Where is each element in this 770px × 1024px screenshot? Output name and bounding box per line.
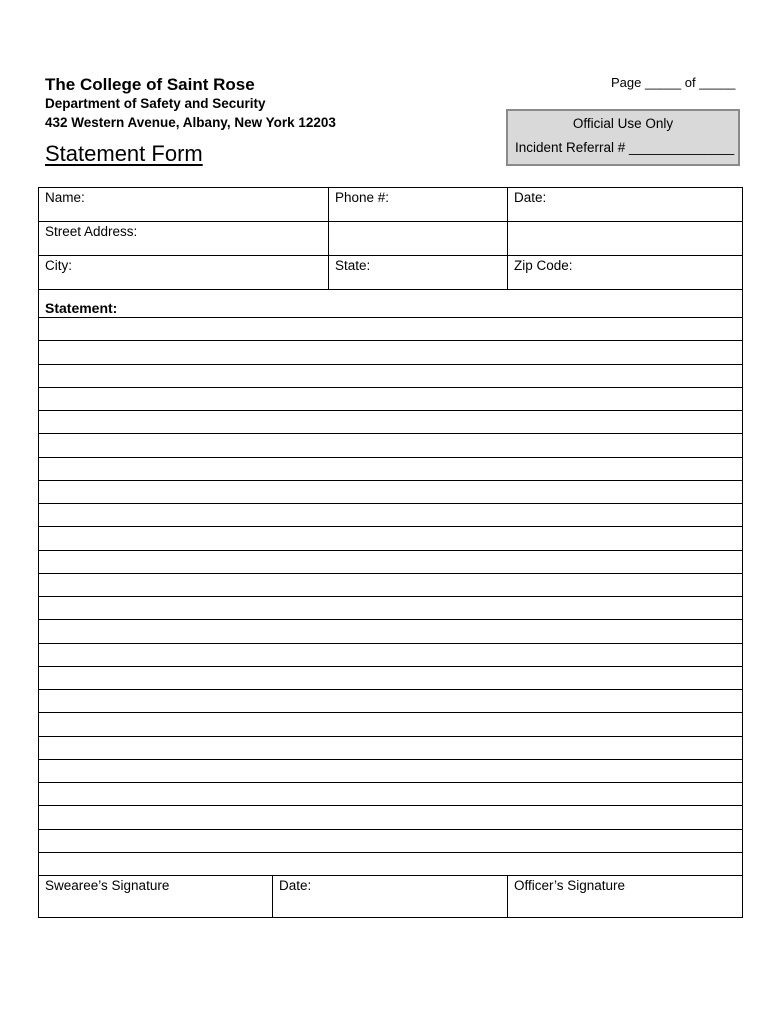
statement-rule-line bbox=[39, 410, 742, 411]
statement-rule-line bbox=[39, 503, 742, 504]
statement-rule-line bbox=[39, 805, 742, 806]
statement-rule-line bbox=[39, 689, 742, 690]
swearee-signature-field[interactable]: Swearee’s Signature bbox=[45, 878, 170, 893]
column-divider bbox=[272, 875, 273, 918]
name-field[interactable]: Name: bbox=[45, 190, 85, 205]
statement-rule-line bbox=[39, 852, 742, 853]
state-field[interactable]: State: bbox=[335, 258, 371, 273]
statement-rule-line bbox=[39, 573, 742, 574]
statement-rule-line bbox=[39, 433, 742, 434]
phone-field[interactable]: Phone #: bbox=[335, 190, 390, 205]
row-divider bbox=[39, 255, 742, 256]
statement-rule-line bbox=[39, 364, 742, 365]
statement-rule-line bbox=[39, 457, 742, 458]
city-field[interactable]: City: bbox=[45, 258, 72, 273]
college-address: 432 Western Avenue, Albany, New York 12203 bbox=[45, 115, 336, 130]
official-use-title: Official Use Only bbox=[572, 116, 674, 131]
statement-rule-line bbox=[39, 712, 742, 713]
signature-date-field[interactable]: Date: bbox=[279, 878, 312, 893]
statement-rule-line bbox=[39, 387, 742, 388]
statement-rule-line bbox=[39, 480, 742, 481]
official-use-box bbox=[506, 109, 740, 166]
statement-rule-line bbox=[39, 666, 742, 667]
statement-rule-line bbox=[39, 526, 742, 527]
statement-rule-line bbox=[39, 829, 742, 830]
page-counter: Page _____ of _____ bbox=[611, 75, 736, 90]
incident-referral-field[interactable]: Incident Referral # ______________ bbox=[515, 140, 735, 155]
date-field[interactable]: Date: bbox=[514, 190, 547, 205]
statement-rule-line bbox=[39, 782, 742, 783]
column-divider bbox=[507, 875, 508, 918]
signature-row-divider bbox=[39, 875, 742, 876]
statement-form-table bbox=[38, 187, 743, 918]
column-divider bbox=[328, 188, 329, 289]
street-address-field[interactable]: Street Address: bbox=[45, 224, 138, 239]
statement-rule-line bbox=[39, 596, 742, 597]
officer-signature-field[interactable]: Officer’s Signature bbox=[514, 878, 626, 893]
statement-rule-line bbox=[39, 550, 742, 551]
form-title-text: Statement Form bbox=[45, 141, 203, 166]
college-name: The College of Saint Rose bbox=[45, 75, 255, 94]
zip-code-field[interactable]: Zip Code: bbox=[514, 258, 573, 273]
column-divider bbox=[507, 188, 508, 289]
statement-rule-line bbox=[39, 736, 742, 737]
statement-rule-line bbox=[39, 340, 742, 341]
statement-rule-line bbox=[39, 619, 742, 620]
statement-rule-line bbox=[39, 317, 742, 318]
department-name: Department of Safety and Security bbox=[45, 96, 266, 111]
statement-rule-line bbox=[39, 759, 742, 760]
form-title bbox=[45, 141, 203, 167]
row-divider bbox=[39, 289, 742, 290]
statement-label: Statement: bbox=[45, 300, 118, 316]
row-divider bbox=[39, 221, 742, 222]
statement-rule-line bbox=[39, 643, 742, 644]
